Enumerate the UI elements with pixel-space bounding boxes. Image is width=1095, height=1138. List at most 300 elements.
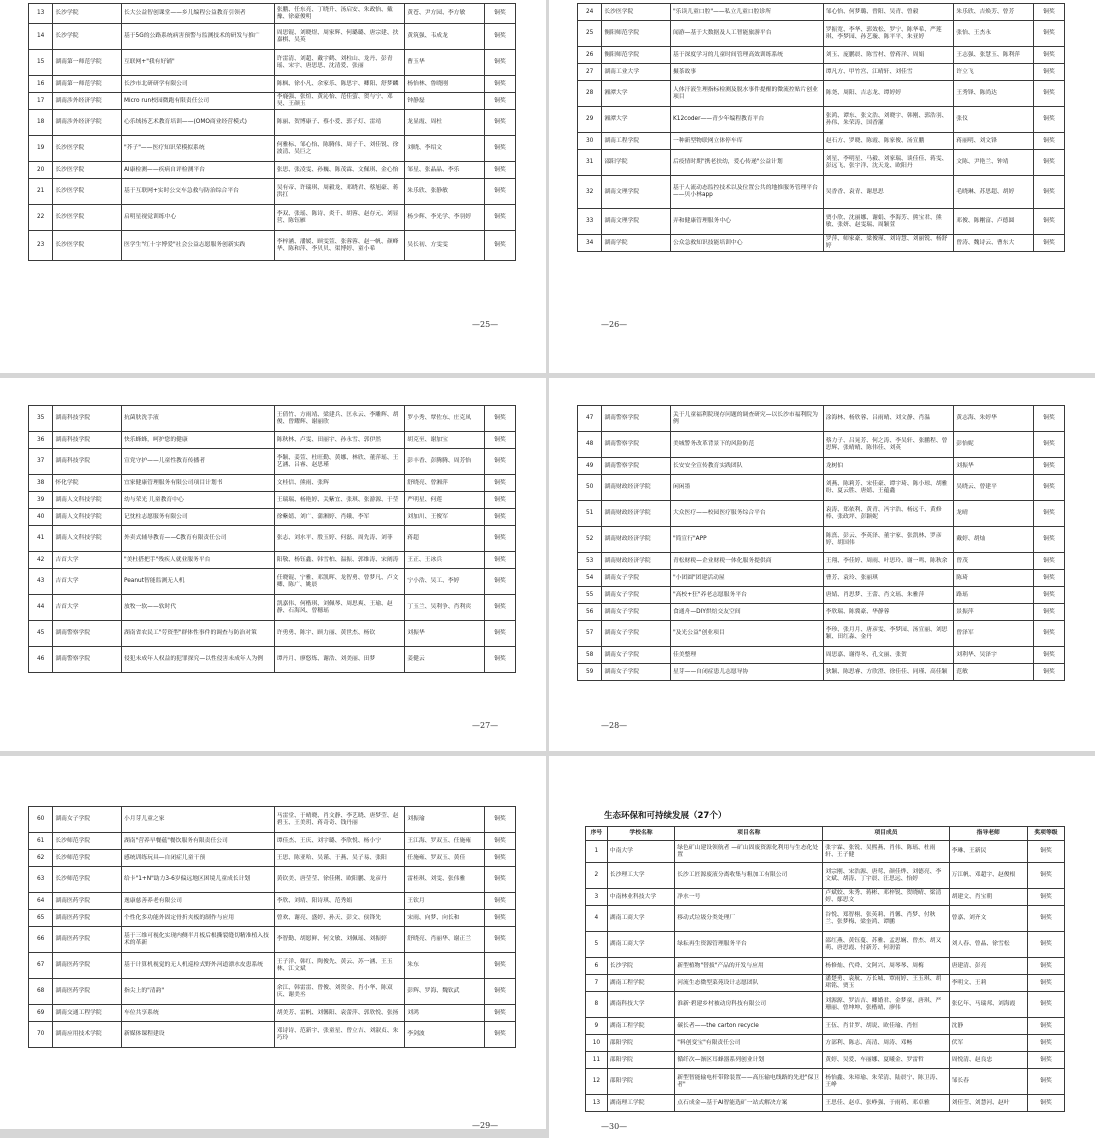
project-name: 宣党守护——儿童性教育传播者: [121, 449, 274, 475]
project-name: 星芽——自闭症患儿志愿导协: [670, 664, 823, 681]
row-number: 46: [29, 647, 53, 673]
award-level: 铜奖: [484, 910, 515, 927]
row-number: 40: [29, 509, 53, 526]
award-level: 铜奖: [1033, 133, 1064, 150]
table-row: [578, 432, 1065, 458]
advisor: 邹长春: [949, 1069, 1027, 1095]
page-27: [0, 378, 546, 751]
row-number: 66: [29, 927, 53, 953]
team-members: 陈尧、周阳、吉志龙、谭婷婷: [823, 81, 954, 107]
team-members: 王倩竹、方雨靖、梁建兵、匡永云、李雕辉、胡俊、曾耀辉、谢丽欣: [274, 406, 405, 432]
team-members: 徐紫婧、刘广、蒲湘婷、肖娥、李军: [274, 509, 405, 526]
award-level: 铜奖: [1027, 906, 1064, 932]
table-row: [578, 235, 1065, 252]
school-name: 湖南科技大学: [607, 992, 674, 1018]
table-row: [29, 509, 516, 526]
award-level: 铜奖: [1027, 863, 1064, 889]
row-number: 13: [29, 4, 53, 24]
table-row: [29, 927, 516, 953]
award-level: 铜奖: [1027, 841, 1064, 863]
team-members: 狄颖、陈思睿、方欣澄、徐佳佳、同瑾、高佳颖: [823, 664, 954, 681]
table-row: [29, 979, 516, 1005]
project-name: Peanut智能监测无人机: [121, 569, 274, 595]
table-row: [578, 621, 1065, 647]
advisor: 文陈、尹艳兰、钟靖: [954, 150, 1034, 176]
advisor: 胡建文、肖宝朝: [949, 889, 1027, 906]
team-members: 李梓涵、潘媛、顾雯萱、张蓉蓉、赵一帆、颜峰华、陈和萍、李贝贝、渠博婷、童小希: [274, 231, 405, 261]
project-name: 新媒体课程建设: [121, 1022, 274, 1048]
award-level: 铜奖: [484, 24, 515, 50]
advisor: 朱乐欣、张静敏: [405, 179, 485, 205]
team-members: 余江、韩雷雷、曾俊、刘贺金、肖小华、陈双庆、谢美丞: [274, 979, 405, 1005]
award-table: [28, 405, 516, 673]
award-level: 铜奖: [484, 4, 515, 24]
school-name: 邵阳学院: [607, 1069, 674, 1095]
project-name: 快乐蜂蜂，呵护您的健康: [121, 432, 274, 449]
award-level: 铜奖: [484, 927, 515, 953]
project-name: 公众急救知识技能培训中心: [670, 235, 823, 252]
school-name: 湖南人文科技学院: [53, 492, 122, 509]
table-row: [578, 21, 1065, 47]
table-row: [578, 150, 1065, 176]
advisor: 宁小浩、吴工、李婷: [405, 569, 485, 595]
table-row: [29, 432, 516, 449]
team-members: 黄钦美、唐莹莹、徐佳俐、欧阳鹏、龙彦丹: [274, 867, 405, 893]
advisor: 雷桂琪、刘雯、张伟雅: [405, 867, 485, 893]
award-level: 铜奖: [1033, 81, 1064, 107]
team-members: 谭凡方、甲竹宫、江晴轩、刘佳雪: [823, 64, 954, 81]
table-row: [586, 1052, 1065, 1069]
award-level: 铜奖: [484, 621, 515, 647]
award-level: 铜奖: [1033, 501, 1064, 527]
table-row: [578, 176, 1065, 209]
award-level: 铜奖: [484, 449, 515, 475]
award-level: 铜奖: [1033, 21, 1064, 47]
team-members: 唐婧、肖思梦、王蕾、肖文瑶、朱雅萍: [823, 587, 954, 604]
award-level: 铜奖: [1033, 47, 1064, 64]
table-row: [586, 889, 1065, 906]
row-number: 32: [578, 176, 602, 209]
table-row: [578, 81, 1065, 107]
row-number: 13: [586, 1095, 608, 1112]
row-number: 61: [29, 833, 53, 850]
award-level: 铜奖: [1033, 664, 1064, 681]
table-row: [29, 526, 516, 552]
row-number: 52: [578, 527, 602, 553]
table-row: [586, 1069, 1065, 1095]
team-members: 周思嘉、谢得冬、孔文丽、张贺: [823, 647, 954, 664]
advisor: 张怡、王杰永: [954, 21, 1034, 47]
school-name: 湖南医药学院: [53, 893, 122, 910]
project-name: 抗菌肤洗手液: [121, 406, 274, 432]
project-name: 新型智能输电杆带除装置——高压输电线路的先进"保卫者": [675, 1069, 823, 1095]
column-header: 项目名称: [675, 827, 823, 841]
table-row: [29, 647, 516, 673]
award-level: 铜奖: [1033, 150, 1064, 176]
school-name: 湖南文理学院: [602, 209, 671, 235]
table-row: [29, 910, 516, 927]
advisor: 舒晓亮、曾湘萍: [405, 475, 485, 492]
school-name: 湖南女子学院: [53, 807, 122, 833]
team-members: 曾欢、谢亮、盛婷、孙天、彭文、侯锋先: [274, 910, 405, 927]
table-row: [578, 64, 1065, 81]
row-number: 54: [578, 570, 602, 587]
award-level: 铜奖: [1033, 621, 1064, 647]
row-number: 8: [586, 992, 608, 1018]
school-name: 湖南医药学院: [53, 910, 122, 927]
project-name: 基于人流动态监控技术以及位置公共的地推服务管理平台——贝小林app: [670, 176, 823, 209]
project-name: "小团圆"团建活动屋: [670, 570, 823, 587]
school-name: 湖南工程学院: [607, 975, 674, 992]
project-name: 碳长者——the carton recycle: [675, 1018, 823, 1035]
advisor: 丁玉兰、吴利争、肖利宾: [405, 595, 485, 621]
advisor: 刘振华: [405, 621, 485, 647]
table-row: [578, 604, 1065, 621]
school-name: 湖南医药学院: [53, 953, 122, 979]
award-level: 铜奖: [1033, 647, 1064, 664]
advisor: 王秀锋、陈尚达: [954, 81, 1034, 107]
advisor: 万江帆、邓超宇、赵俊根: [949, 863, 1027, 889]
team-members: 许雷清、刘超、戴宇鹤、刘柱山、龙丹、彭青瑶、宋宇、唐思思、沈清爱、张丽: [274, 50, 405, 76]
school-name: 湖南工程学院: [607, 1018, 674, 1035]
team-members: 谭佳杰、王庆、刘宇璐、李欣悦、杨小宁: [274, 833, 405, 850]
team-members: 刘宗刚、宋浩源、唐莺、颜佳烨、刘德亮、李文斌、胡涛、丁宇晨、汪思远、怡婷: [823, 863, 949, 889]
project-name: 关于儿童福利院现存问题的调查研究—以长沙市福利院为例: [670, 406, 823, 432]
row-number: 65: [29, 910, 53, 927]
school-name: 湖南警察学院: [53, 621, 122, 647]
award-level: 铜奖: [484, 953, 515, 979]
school-name: 湖南工商大学: [607, 932, 674, 958]
team-members: 刘源源、罗洁吉、卿婚君、金梦童、唐琪、严珊丽、曾坤坤、张楷晴、廖伟: [823, 992, 949, 1018]
award-level: 铜奖: [484, 76, 515, 93]
project-name: 湖南省农民工"劳资型"群体性事件的调查与防治对策: [121, 621, 274, 647]
project-name: 互联网+"我有好铺": [121, 50, 274, 76]
project-name: 佳美整理: [670, 647, 823, 664]
advisor: 王正、王冰兵: [405, 552, 485, 569]
page-29: [0, 756, 546, 1129]
school-name: 湖南学院: [602, 235, 671, 252]
project-name: 车位共享系统: [121, 1005, 274, 1022]
award-level: 铜奖: [484, 136, 515, 162]
table-row: [29, 867, 516, 893]
advisor: 吴晓云、曾建平: [954, 475, 1034, 501]
school-name: 长沙学院: [53, 4, 122, 24]
project-name: 指尖上的"清韵": [121, 979, 274, 1005]
column-header: 项目成员: [823, 827, 949, 841]
row-number: 18: [29, 110, 53, 136]
team-members: 王伍、肖甘罗、胡说、欧佳瑜、肖恒: [823, 1018, 949, 1035]
advisor: 刘鸿: [405, 1005, 485, 1022]
page-26: [549, 0, 1095, 373]
award-level: 铜奖: [1033, 432, 1064, 458]
school-name: 长沙学院: [53, 24, 122, 50]
project-name: 弄和健康管理服务中心: [670, 209, 823, 235]
team-members: 陈熹、彭云、李英泽、董宇家、张凯林、罗彦婷、胡国伟: [823, 527, 954, 553]
award-level: 铜奖: [484, 552, 515, 569]
award-level: 铜奖: [484, 93, 515, 110]
row-number: 33: [578, 209, 602, 235]
advisor: 伏军: [949, 1035, 1027, 1052]
team-members: 曹芳、袁玲、张丽琪: [823, 570, 954, 587]
advisor: 王钦月: [405, 893, 485, 910]
project-name: 外卖式辅导教育——C教育有限责任公司: [121, 526, 274, 552]
advisor: 张仪: [954, 107, 1034, 133]
award-table: [28, 806, 516, 1048]
school-name: 湖南女子学院: [602, 604, 671, 621]
row-number: 29: [578, 107, 602, 133]
school-name: 湖南工程学院: [602, 133, 671, 150]
project-name: 湖南"营养早餐蕴"餐饮服务有限责任公司: [121, 833, 274, 850]
table-row: [29, 93, 516, 110]
table-row: [578, 501, 1065, 527]
advisor: 王志强、张慧玉、陈利萍: [954, 47, 1034, 64]
project-name: 宜家健康管理服务有限公司项目计划书: [121, 475, 274, 492]
award-table: [577, 3, 1065, 252]
project-name: "料创变宝"有限责任公司: [675, 1035, 823, 1052]
team-members: 张志、刘水平、殷玉婷、何磊、周先涛、刘菲: [274, 526, 405, 552]
table-row: [578, 133, 1065, 150]
advisor: 刘佳莹、刘慧河、赵叶: [949, 1095, 1027, 1112]
award-level: 铜奖: [1033, 209, 1064, 235]
team-members: 李欣、刘靖、阳诗琪、范秀娟: [274, 893, 405, 910]
team-members: 卢斌姣、朱秀、蒋彬、邓梓锐、贺晓晴、梁清婷、鄢思文: [823, 889, 949, 906]
team-members: 李颖、姜萱、杜旺勤、黄娜、林欣、董萍瑶、王艺涵、吕睿、赵思瑾: [274, 449, 405, 475]
project-name: 小月芽儿童之家: [121, 807, 274, 833]
team-members: 谷悦、郑智栩、张英莉、肖馨、肖梦、付秋兰、张梦梅、梁奎鸿、谭鹏: [823, 906, 949, 932]
table-row: [29, 205, 516, 231]
advisor: 景振萍: [954, 604, 1034, 621]
advisor: 朱东: [405, 953, 485, 979]
team-members: 陈丽、贺博康子、蔡小爱、郭子灯、雷靖: [274, 110, 405, 136]
team-members: 张鸿、谭东、张文浩、刘晓宇、韩刚、郭浩羽、孙伟、朱荣涛、国香灌: [823, 107, 954, 133]
award-level: 铜奖: [1027, 975, 1064, 992]
award-level: 铜奖: [484, 110, 515, 136]
team-members: 张思、张凌雯、孙巍、陈茂霖、文佩琪、金心怡: [274, 162, 405, 179]
award-level: 铜奖: [484, 807, 515, 833]
row-number: 5: [586, 932, 608, 958]
school-name: 邵阳学院: [602, 150, 671, 176]
award-level: 铜奖: [484, 979, 515, 1005]
award-level: 铜奖: [1033, 176, 1064, 209]
award-level: 铜奖: [1033, 527, 1064, 553]
school-name: 衡阳师范学院: [602, 47, 671, 64]
team-members: 许勇勇、陈宇、顾力丽、黄世杰、杨钦: [274, 621, 405, 647]
school-name: 湖南交通工程学院: [53, 1005, 122, 1022]
advisor: 吴长初、方雯雯: [405, 231, 485, 261]
award-level: 铜奖: [484, 1022, 515, 1048]
row-number: 47: [578, 406, 602, 432]
award-level: 铜奖: [484, 50, 515, 76]
team-members: 张鹏、任东亮、丁晓升、汤启安、朱政怡、戴豫、徐豪俊明: [274, 4, 405, 24]
table-row: [578, 458, 1065, 475]
project-name: "高校+狂"养老志愿服务平台: [670, 587, 823, 604]
advisor: 路瑶: [954, 587, 1034, 604]
team-members: 刘燕、陈莉芳、宋佳豪、谭宇琦、陈小琼、胡雅纷、夏云胜、唐婧、王蕴鑫: [823, 475, 954, 501]
project-name: 长沙市北研研学有限公司: [121, 76, 274, 93]
table-row: [29, 449, 516, 475]
table-row: [29, 231, 516, 261]
project-name: K12coder——青少年编程教育平台: [670, 107, 823, 133]
team-members: 任晓锟、宁雅、邓凯晖、龙智勇、曾梦凡、卢文卿、陈广、姚晨: [274, 569, 405, 595]
project-name: Micro run校园微跑有限责任公司: [121, 93, 274, 110]
school-name: 湖南财政经济学院: [602, 553, 671, 570]
team-members: 李欣瑞、陈冀豪、华静蓉: [823, 604, 954, 621]
project-name: 移动式垃圾分类处理厂: [675, 906, 823, 932]
school-name: 长沙医学院: [53, 136, 122, 162]
school-name: 中南大学: [607, 841, 674, 863]
project-name: 给卡"1+N"助力3-6岁偏远地区困境儿童成长计划: [121, 867, 274, 893]
row-number: 1: [586, 841, 608, 863]
advisor: 戴婷、胡灿: [954, 527, 1034, 553]
school-name: 湖南医药学院: [53, 979, 122, 1005]
row-number: 41: [29, 526, 53, 552]
award-level: 铜奖: [1027, 958, 1064, 975]
school-name: 长沙师范学院: [53, 833, 122, 850]
table-row: [29, 162, 516, 179]
row-number: 69: [29, 1005, 53, 1022]
row-number: 45: [29, 621, 53, 647]
school-name: 湘潭大学: [602, 107, 671, 133]
row-number: 9: [586, 1018, 608, 1035]
award-level: 铜奖: [484, 647, 515, 673]
team-members: 蔡力子、吕晃芳、何之涛、李吴轩、张鹏程、曾思辉、张晴晴、陈伟佳、刘英: [823, 432, 954, 458]
team-members: 马雷堂、于晴晓、肖文静、李艺晓、唐梦莹、赵碧玉、王美玥、蒋奇奇、钱丹丽: [274, 807, 405, 833]
table-row: [29, 492, 516, 509]
advisor: 范敏: [954, 664, 1034, 681]
row-number: 11: [586, 1052, 608, 1069]
school-name: 中南林业科技大学: [607, 889, 674, 906]
page-25: [0, 0, 546, 373]
project-name: 幼与荣光 儿童教育中心: [121, 492, 274, 509]
row-number: 60: [29, 807, 53, 833]
table-row: [29, 4, 516, 24]
team-members: 王瑞瑞、杨艳婷、关紫宜、张琪、张游源、于莹: [274, 492, 405, 509]
award-level: 铜奖: [484, 1005, 515, 1022]
advisor: 刘振瑜: [405, 807, 485, 833]
school-name: 湖南第一师范学院: [53, 50, 122, 76]
advisor: 蒋丽明、刘文锋: [954, 133, 1034, 150]
table-row: [29, 475, 516, 492]
advisor: 曾嘉、刘齐文: [949, 906, 1027, 932]
award-level: 铜奖: [1033, 406, 1064, 432]
team-members: 王思、陈亚哈、吴谨、于燕、吴子易、张阳: [274, 850, 405, 867]
team-members: 陈枫、徐小凡、余家乐、陈思宇、卿阳、舒梦麟: [274, 76, 405, 93]
table-row: [29, 1005, 516, 1022]
row-number: 55: [578, 587, 602, 604]
school-name: 吉首大学: [53, 595, 122, 621]
advisor: 胡克至、谢加宝: [405, 432, 485, 449]
table-row: [578, 664, 1065, 681]
advisor: 曾泽军: [954, 621, 1034, 647]
project-name: 基于深度学习的儿童时间管理高效训练系统: [670, 47, 823, 64]
award-table: [28, 3, 516, 261]
team-members: 李鹿强、张煊、黄沁怡、范佳萤、贺与宁、邓昊、王颜玉: [274, 93, 405, 110]
advisor: 彭辉、罗海、魏钦武: [405, 979, 485, 1005]
table-row: [29, 24, 516, 50]
project-name: 闲闲墨: [670, 475, 823, 501]
team-members: 周思锟、刘晓煜、周家辉、何璐璐、唐宗建、扶嘉棋、吴英: [274, 24, 405, 50]
award-level: 铜奖: [1027, 992, 1064, 1018]
team-members: 贾小欣、沈丽娜、谢娟、李海芳、熊宝君、熊敏、张妍、赵雯瑞、周颖萱: [823, 209, 954, 235]
advisor: 彭怡妮: [954, 432, 1034, 458]
team-members: 吴香香、袁青、谢思思: [823, 176, 954, 209]
school-name: 湖南科技学院: [53, 449, 122, 475]
project-name: AI康检测——疾病自评检测平台: [121, 162, 274, 179]
school-name: 湖南警察学院: [53, 647, 122, 673]
school-name: 湖南财政经济学院: [602, 527, 671, 553]
project-name: 长安安全宣传教育实践团队: [670, 458, 823, 475]
award-level: 铜奖: [1027, 1095, 1064, 1112]
school-name: 湖南警察学院: [602, 458, 671, 475]
project-name: 绿耘再生资源管理服务平台: [675, 932, 823, 958]
table-row: [29, 850, 516, 867]
school-name: 长沙理工大学: [607, 863, 674, 889]
award-level: 铜奖: [484, 833, 515, 850]
award-level: 铜奖: [1033, 475, 1064, 501]
school-name: 湖南女子学院: [602, 621, 671, 647]
advisor: 邓俊、陈剛富、卢德圆: [954, 209, 1034, 235]
school-name: 长沙师范学院: [53, 867, 122, 893]
award-level: 铜奖: [1033, 107, 1064, 133]
team-members: 邵红燕、黄钰蔓、苏雅、孟思娴、曾杰、胡又萌、唐思霞、付新芳、何润蕾: [823, 932, 949, 958]
team-members: 陈秋林、卢雯、田丽宇、孙永雪、郭伊然: [274, 432, 405, 449]
school-name: 长沙医学院: [53, 231, 122, 261]
team-members: 李珍、张月月、唐彦雯、李梦园、汤宣丽、刘思颖、田红淼、金丹: [823, 621, 954, 647]
row-number: 38: [29, 475, 53, 492]
row-number: 23: [29, 231, 53, 261]
advisor: 杨少辉、李光学、李羽婷: [405, 205, 485, 231]
table-row: [29, 179, 516, 205]
advisor: 黄志海、朱婷华: [954, 406, 1034, 432]
table-row: [29, 110, 516, 136]
advisor: 任施雍、罗双玉、黄佳: [405, 850, 485, 867]
team-members: 刘星、李明星、马毅、刘家瑞、谈佳佳、蒋雯、彭远飞、张宇洋、沈天龙、欧阳丹: [823, 150, 954, 176]
advisor: 刘振华: [954, 458, 1034, 475]
school-name: 湖南工业大学: [602, 64, 671, 81]
advisor: 龙晴: [954, 501, 1034, 527]
table-row: [578, 587, 1065, 604]
team-members: 袁涛、郑依利、黄青、冯宇浩、杨远千、黄修棒、张政坪、彭颖妮: [823, 501, 954, 527]
table-row: [29, 552, 516, 569]
row-number: 22: [29, 205, 53, 231]
advisor: 陈琦: [954, 570, 1034, 587]
project-name: 基于互联网+实时公交车急救与防治综合平台: [121, 179, 274, 205]
row-number: 16: [29, 76, 53, 93]
table-row: [578, 570, 1065, 587]
award-level: 铜奖: [484, 406, 515, 432]
advisor: 蒋超: [405, 526, 485, 552]
award-table: [577, 405, 1065, 681]
page-number: —28—: [601, 721, 628, 730]
award-level: 铜奖: [484, 162, 515, 179]
team-members: 杨怡鑫、朱璋瑜、朱荣清、陆晨宁、陈卫涛、王峥: [823, 1069, 949, 1095]
page-28: [549, 378, 1095, 751]
project-name: 长大公益智创课堂——乡儿编程公益教育引领者: [121, 4, 274, 24]
advisor: 曾茂: [954, 553, 1034, 570]
team-members: 潘楚勇、袁航、万长城、覃雨婷、王玉琪、胡珺铭、贾玉: [823, 975, 949, 992]
award-level: 铜奖: [484, 850, 515, 867]
table-row: [578, 527, 1065, 553]
team-members: 李智勤、胡愿鲜、何文敏、刘佩瑶、刘振婷: [274, 927, 405, 953]
school-name: 湖南人文科技学院: [53, 509, 122, 526]
row-number: 14: [29, 24, 53, 50]
table-row: [29, 833, 516, 850]
row-number: 6: [586, 958, 608, 975]
award-level: 铜奖: [484, 179, 515, 205]
table-row: [586, 841, 1065, 863]
row-number: 19: [29, 136, 53, 162]
award-level: 铜奖: [484, 595, 515, 621]
